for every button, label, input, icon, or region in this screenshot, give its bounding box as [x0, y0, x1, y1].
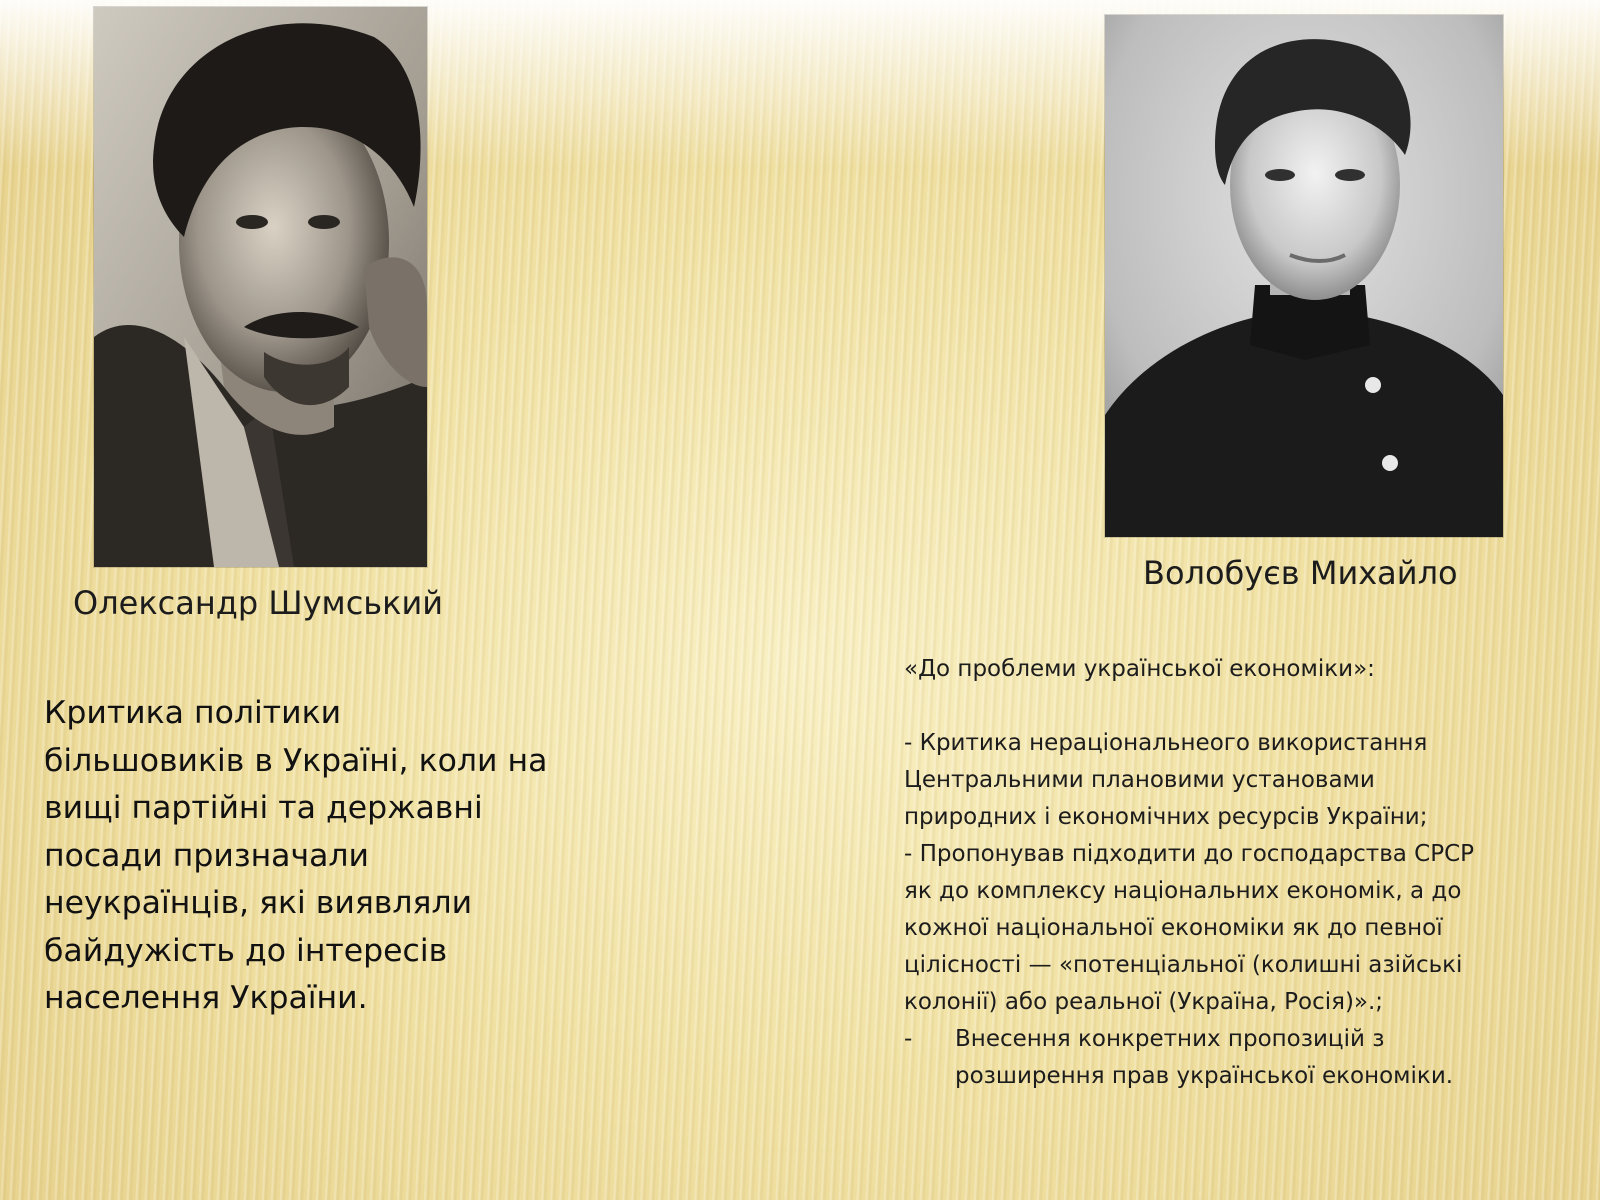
point-line: природних і економічних ресурсів України;	[904, 804, 1428, 830]
person-name-left: Олександр Шумський	[73, 584, 444, 622]
point-line: розширення прав української економіки.	[955, 1063, 1454, 1089]
point-line: цілісності — «потенціальної (колишні азійські	[904, 952, 1463, 978]
portrait-photo-right	[1105, 15, 1503, 537]
point-line: Центральними плановими установами	[904, 767, 1375, 793]
description-left: Критика політики більшовиків в Україні, коли на вищі партійні та державні посади призначали неукраїнців, які виявляли байдужість до інтересів населення України.	[44, 695, 548, 1016]
point-line: - Пропонував підходити до господарства СРСР	[904, 841, 1475, 867]
work-title: «До проблеми української економіки»:	[904, 656, 1375, 682]
description-right	[904, 651, 1544, 1095]
portrait-image	[94, 7, 427, 567]
portrait-photo-left	[94, 7, 427, 567]
point-item	[904, 1021, 1544, 1095]
point-text	[955, 1021, 1453, 1095]
spacer	[904, 688, 1544, 725]
point-line: колонії) або реальної (Україна, Росія)».;	[904, 989, 1384, 1015]
point-line: кожної національної економіки як до певної	[904, 915, 1443, 941]
point-line: - Критика нераціональнеого використання	[904, 730, 1428, 756]
person-name-right: Волобуєв Михайло	[1143, 554, 1458, 592]
point-line: як до комплексу національних економік, а до	[904, 878, 1462, 904]
bullet-dash: -	[904, 1026, 913, 1052]
point-line: Внесення конкретних пропозицій з	[955, 1026, 1385, 1052]
portrait-image	[1105, 15, 1503, 537]
